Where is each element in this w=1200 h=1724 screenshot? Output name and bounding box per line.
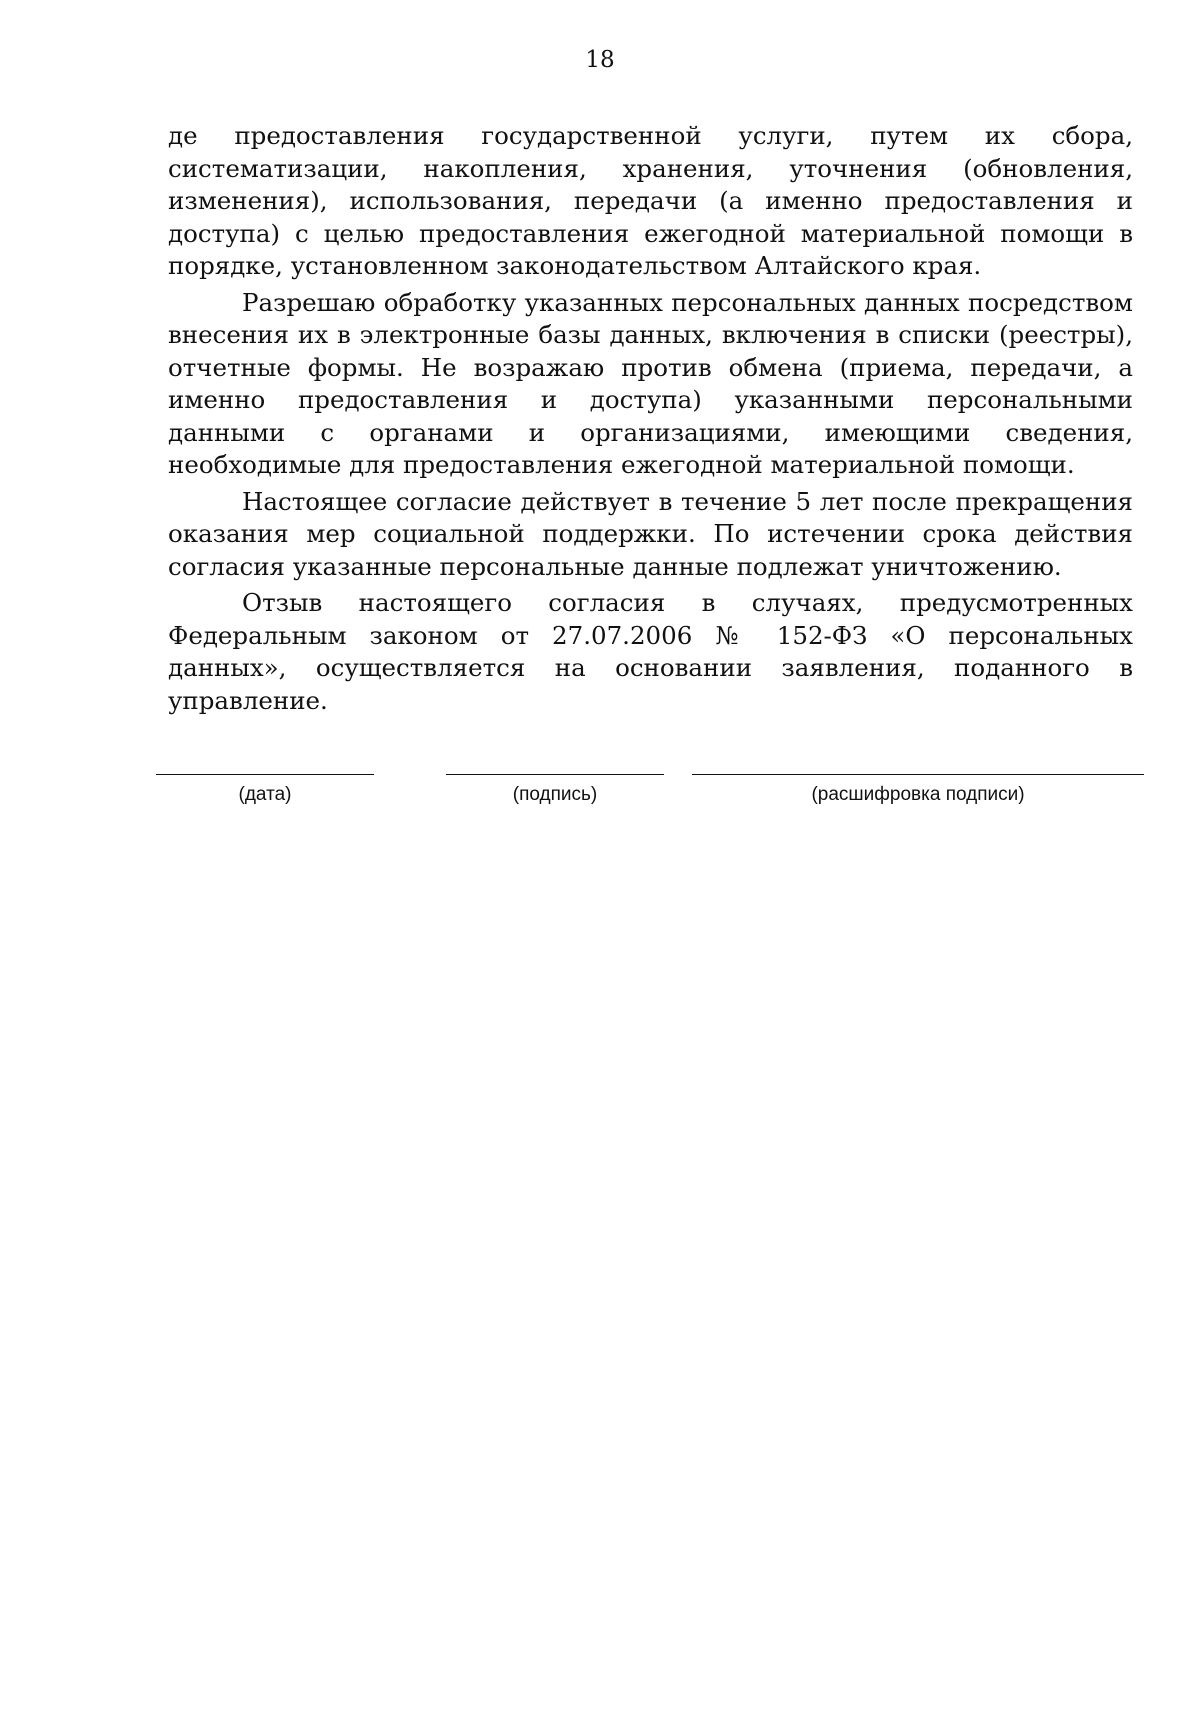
signature-caption: (подпись)	[512, 784, 598, 805]
signature-line	[446, 774, 664, 775]
signature-decode-field[interactable]	[692, 774, 1144, 807]
paragraph-processing-consent: Разрешаю обработку указанных персональных данных посредством внесения их в электронные базы данных, включения в списки (реестры), отчетные формы. Не возражаю против обмена (приема, передачи, а именно предоставления и доступа) указанными персональными данными с органами и организациями, имеющими сведения, необходимые для предоставления ежегодной материальной помощи.	[168, 287, 1133, 479]
paragraph-continuation: де предоставления государственной услуги, путем их сбора, систематизации, накопления, хранения, уточнения (обновления, изменения), использования, передачи (а именно предоставления и доступа) с целью предоставления ежегодной материальной помощи в порядке, установленном законодательством Алтайского края.	[168, 121, 1133, 280]
document-body	[168, 120, 1133, 721]
date-field[interactable]	[156, 774, 374, 807]
date-caption: (дата)	[238, 784, 292, 805]
signature-decode-caption: (расшифровка подписи)	[811, 784, 1025, 805]
page-number: 18	[585, 47, 615, 73]
paragraph-validity-period: Настоящее согласие действует в течение 5 лет после прекращения оказания мер социальной поддержки. По истечении срока действия согласия указанные персональные данные подлежат уничтожению.	[168, 486, 1133, 581]
signature-field[interactable]	[446, 774, 664, 807]
date-line	[156, 774, 374, 775]
signature-block	[0, 774, 1200, 834]
paragraph-withdrawal: Отзыв настоящего согласия в случаях, предусмотренных Федеральным законом от 27.07.2006 № 152-ФЗ «О персональных данных», осуществляется на основании заявления, поданного в управление.	[168, 588, 1133, 715]
signature-decode-line	[692, 774, 1144, 775]
